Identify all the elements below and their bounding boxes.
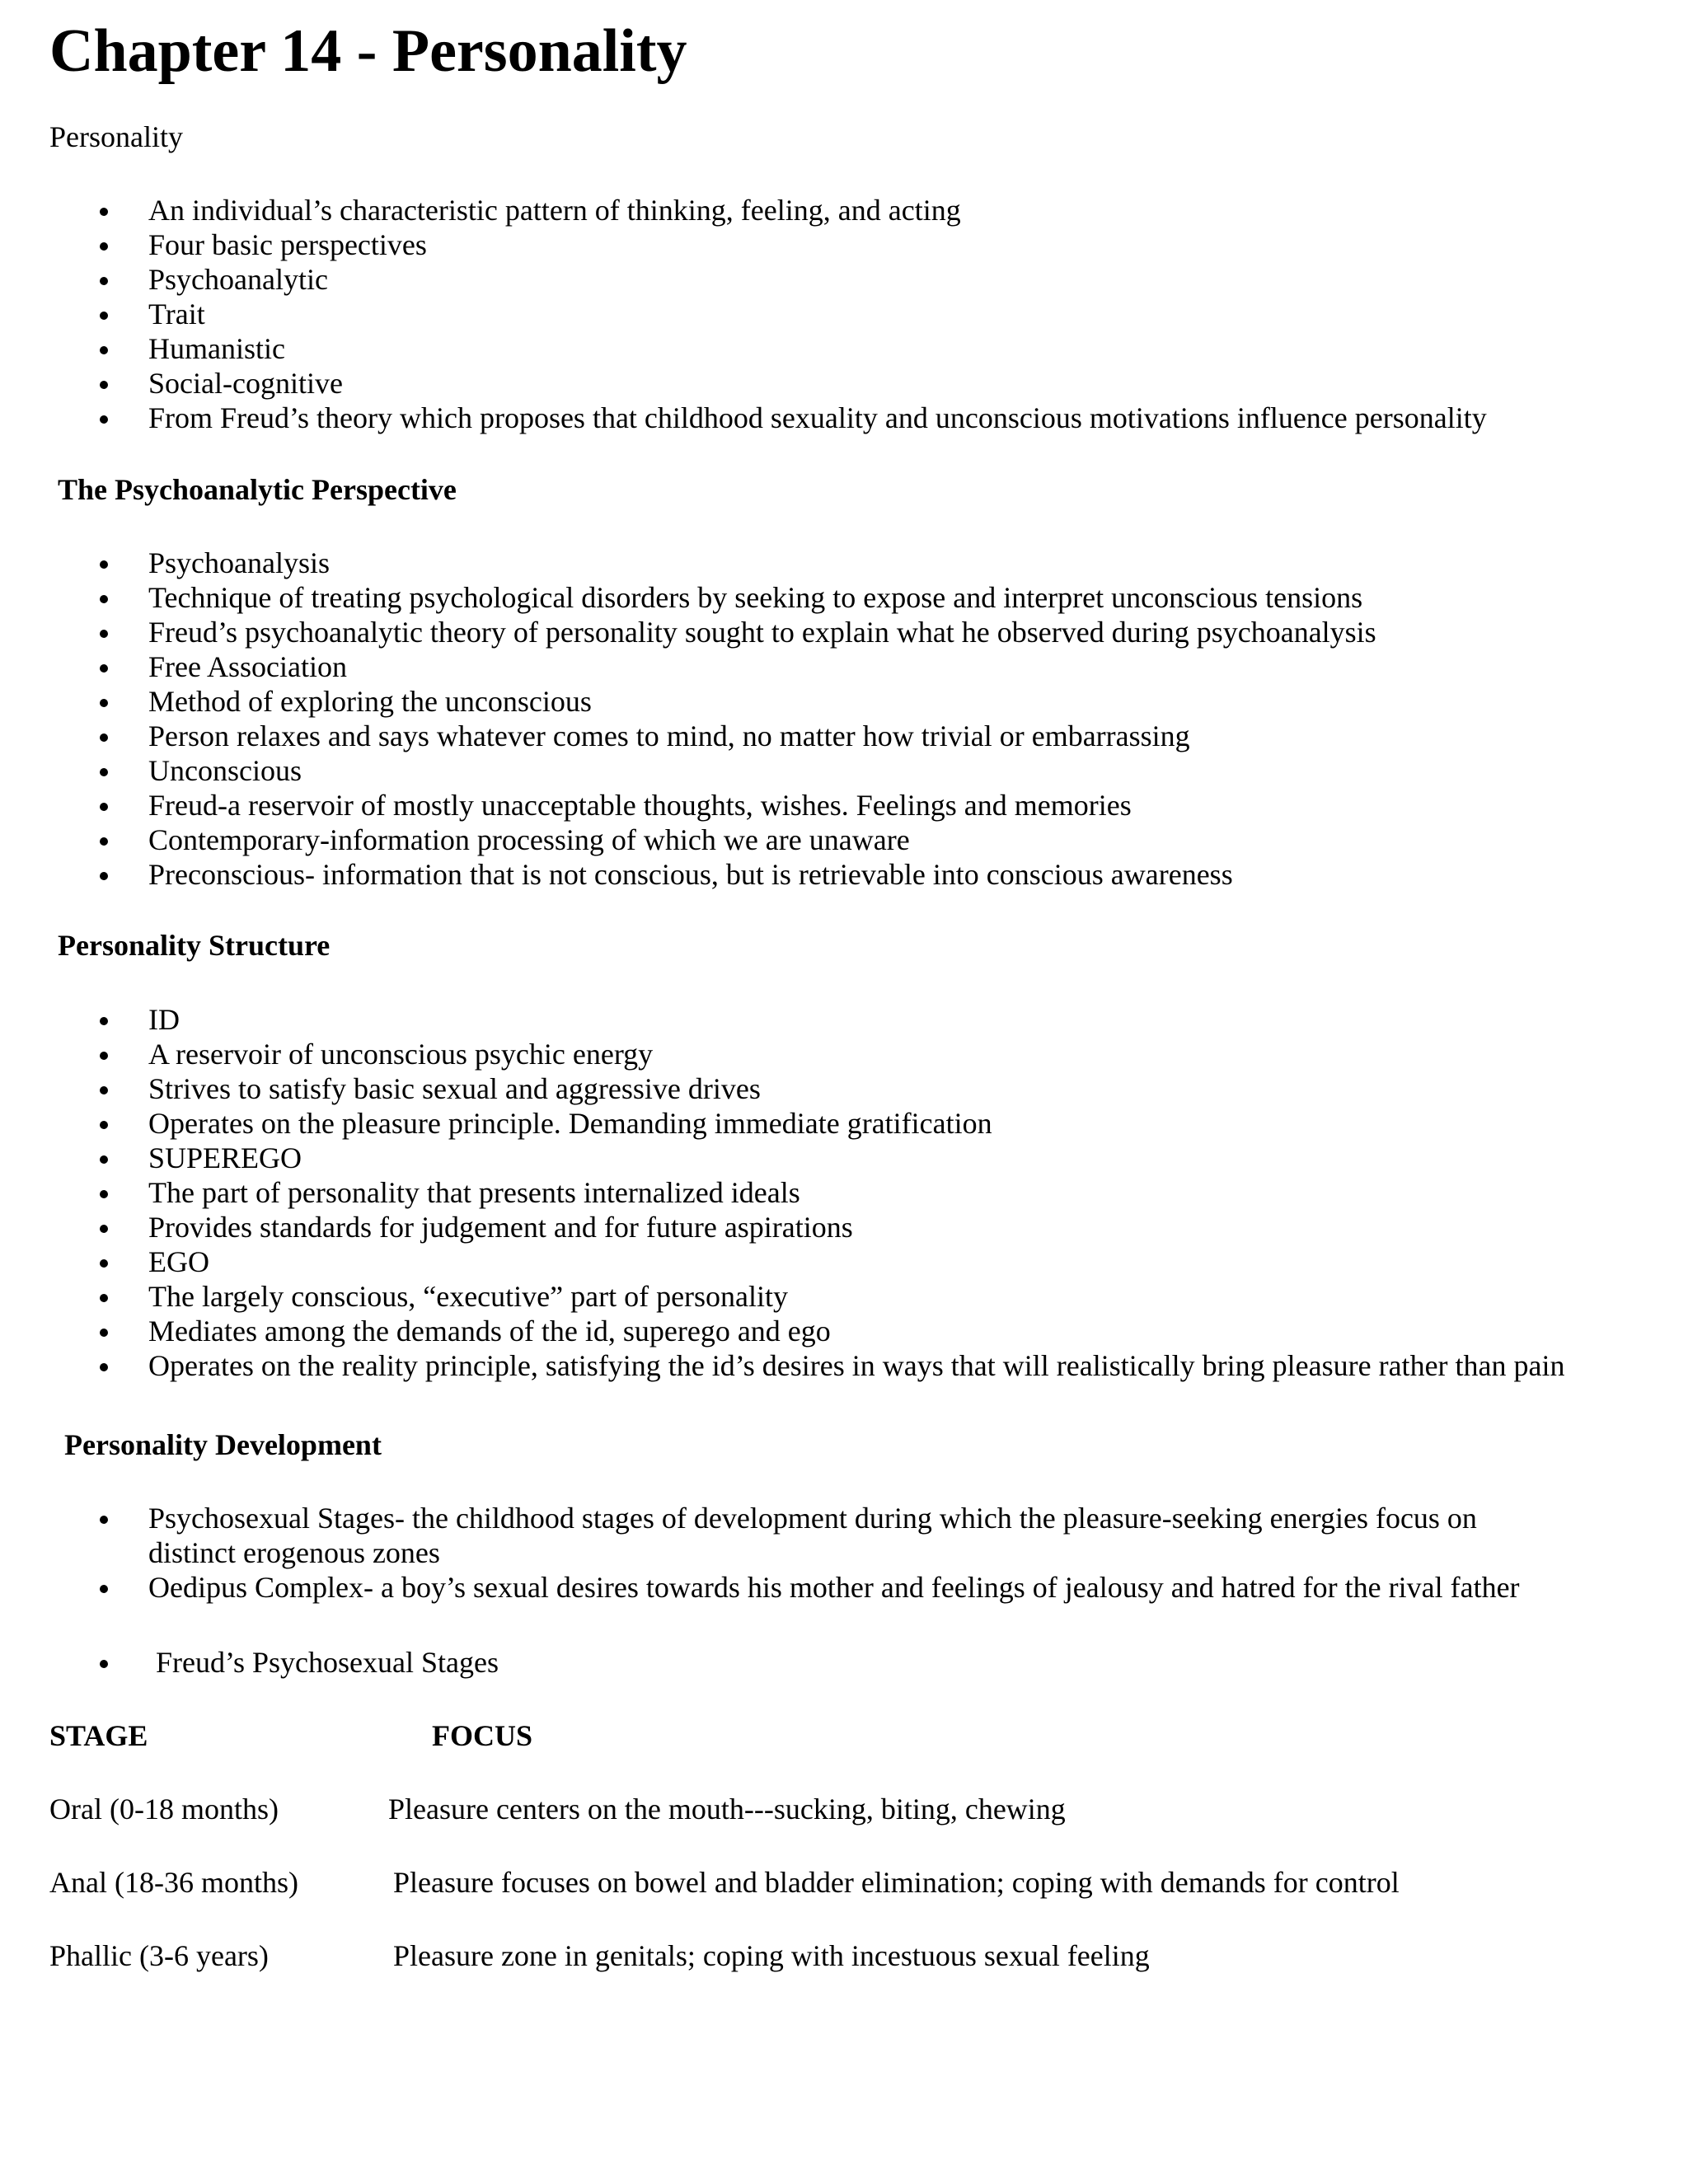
bullet-icon — [100, 560, 108, 569]
intro-bullet-list — [0, 193, 1487, 435]
bullet-icon — [100, 1190, 108, 1198]
bullet-icon — [100, 1052, 108, 1060]
bullet-icon — [100, 1155, 108, 1164]
intro-label: Personality — [49, 120, 183, 153]
list-item: Contemporary-information processing of which we are unaware — [0, 823, 1376, 857]
list-item: Operates on the pleasure principle. Demanding immediate gratification — [0, 1106, 1565, 1141]
bullet-icon — [100, 1660, 108, 1668]
bullet-icon — [100, 872, 108, 880]
stage-column-header: STAGE — [49, 1719, 148, 1752]
list-item: Freud’s Psychosexual Stages — [0, 1645, 499, 1680]
list-item: Oedipus Complex- a boy’s sexual desires towards his mother and feelings of jealousy and hatred for the rival father — [0, 1570, 1566, 1605]
focus-column-header: FOCUS — [432, 1719, 533, 1752]
list-item: SUPEREGO — [0, 1141, 1565, 1175]
stage-focus: Pleasure zone in genitals; coping with incestuous sexual feeling — [393, 1939, 1150, 1972]
stage-focus: Pleasure focuses on bowel and bladder elimination; coping with demands for control — [393, 1866, 1400, 1899]
list-item: EGO — [0, 1244, 1565, 1279]
bullet-icon — [100, 277, 108, 285]
list-item: Social-cognitive — [0, 366, 1487, 401]
bullet-icon — [100, 346, 108, 354]
bullet-icon — [100, 837, 108, 846]
list-item: An individual’s characteristic pattern of thinking, feeling, and acting — [0, 193, 1487, 227]
list-item: Psychosexual Stages- the childhood stages of development during which the pleasure-seeking energies focus on distinct erogenous zones — [0, 1501, 1566, 1570]
list-item: Operates on the reality principle, satisfying the id’s desires in ways that will realistically bring pleasure rather than pain — [0, 1348, 1565, 1383]
list-item: Unconscious — [0, 753, 1376, 788]
bullet-icon — [100, 1121, 108, 1129]
bullet-icon — [100, 733, 108, 742]
bullet-icon — [100, 1017, 108, 1025]
bullet-icon — [100, 1363, 108, 1371]
list-item: Free Association — [0, 649, 1376, 684]
bullet-icon — [100, 1585, 108, 1593]
list-item: Technique of treating psychological disorders by seeking to expose and interpret unconscious tensions — [0, 580, 1376, 615]
bullet-icon — [100, 312, 108, 320]
bullet-icon — [100, 381, 108, 389]
list-item: The part of personality that presents internalized ideals — [0, 1175, 1565, 1210]
list-item: Preconscious- information that is not conscious, but is retrievable into conscious awareness — [0, 857, 1376, 892]
list-item: Psychoanalytic — [0, 262, 1487, 297]
page-title: Chapter 14 - Personality — [49, 17, 687, 85]
section-heading-development: Personality Development — [64, 1428, 382, 1461]
bullet-icon — [100, 208, 108, 216]
list-item: ID — [0, 1002, 1565, 1037]
development-bullet-list — [0, 1501, 1566, 1605]
bullet-icon — [100, 1086, 108, 1094]
list-item: Psychoanalysis — [0, 546, 1376, 580]
bullet-icon — [100, 1259, 108, 1268]
list-item: Freud-a reservoir of mostly unacceptable thoughts, wishes. Feelings and memories — [0, 788, 1376, 823]
bullet-icon — [100, 1329, 108, 1337]
list-item: A reservoir of unconscious psychic energy — [0, 1037, 1565, 1071]
bullet-icon — [100, 242, 108, 251]
list-item: Humanistic — [0, 331, 1487, 366]
list-item: Trait — [0, 297, 1487, 331]
bullet-icon — [100, 595, 108, 603]
psychoanalytic-bullet-list — [0, 546, 1376, 892]
bullet-icon — [100, 699, 108, 707]
list-item: Four basic perspectives — [0, 227, 1487, 262]
section-heading-structure: Personality Structure — [58, 929, 331, 962]
list-item: From Freud’s theory which proposes that childhood sexuality and unconscious motivations influence personality — [0, 401, 1487, 435]
bullet-icon — [100, 1225, 108, 1233]
list-item: Strives to satisfy basic sexual and aggressive drives — [0, 1071, 1565, 1106]
bullet-icon — [100, 1516, 108, 1524]
section-heading-psychoanalytic: The Psychoanalytic Perspective — [58, 473, 457, 506]
bullet-icon — [100, 664, 108, 673]
stage-name: Anal (18-36 months) — [49, 1866, 298, 1899]
list-item: Method of exploring the unconscious — [0, 684, 1376, 719]
stage-name: Oral (0-18 months) — [49, 1793, 279, 1825]
list-item: Provides standards for judgement and for future aspirations — [0, 1210, 1565, 1244]
stages-bullet-list — [0, 1645, 499, 1680]
stage-name: Phallic (3-6 years) — [49, 1939, 269, 1972]
bullet-icon — [100, 803, 108, 811]
bullet-icon — [100, 630, 108, 638]
stage-focus: Pleasure centers on the mouth---sucking, biting, chewing — [388, 1793, 1066, 1825]
list-item: The largely conscious, “executive” part of personality — [0, 1279, 1565, 1314]
bullet-icon — [100, 1294, 108, 1302]
list-item: Person relaxes and says whatever comes to mind, no matter how trivial or embarrassing — [0, 719, 1376, 753]
structure-bullet-list — [0, 1002, 1565, 1383]
bullet-icon — [100, 768, 108, 776]
bullet-icon — [100, 415, 108, 424]
list-item: Mediates among the demands of the id, superego and ego — [0, 1314, 1565, 1348]
list-item: Freud’s psychoanalytic theory of personality sought to explain what he observed during psychoanalysis — [0, 615, 1376, 649]
